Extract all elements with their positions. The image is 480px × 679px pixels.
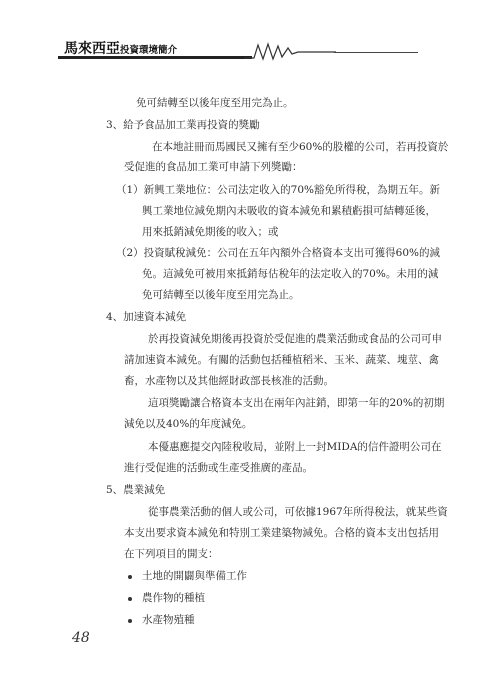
bullet-icon <box>128 619 132 623</box>
section-heading: 4、加速資本減免 <box>106 311 187 323</box>
section-heading: 3、給予食品加工業再投資的獎勵 <box>106 119 260 131</box>
text-line: 本優惠應提交內陸稅收局，並附上一封MIDA的信件證明公司在 <box>148 441 442 453</box>
header-title-sub: 投資環境簡介 <box>120 45 178 56</box>
text-line: 從事農業活動的個人或公司，可依據1967年所得稅法，就某些資 <box>148 506 448 518</box>
text-line: 在本地註冊而馬國民又擁有至少60%的股權的公司，若再投資於 <box>152 141 449 153</box>
text-line: 用來抵銷減免期後的收入；或 <box>142 226 279 238</box>
text-line: 免可結轉至以後年度至用完為止。 <box>142 289 300 301</box>
list-item: 農作物的種植 <box>142 592 205 604</box>
text-line: 免。這減免可被用來抵銷每估稅年的法定收入的70%。未用的減 <box>142 268 439 280</box>
page-number: 48 <box>72 630 90 646</box>
text-line: 進行受促進的活動或生產受推廣的產品。 <box>124 462 313 474</box>
bullet-icon <box>128 575 132 579</box>
text-line: （2）投資賦稅減免：公司在五年內額外合格資本支出可獲得60%的減 <box>116 247 441 259</box>
text-line: 免可結轉至以後年度至用完為止。 <box>136 97 294 109</box>
text-line: 這項獎勵讓合格資本支出在兩年內註銷，即第一年的20%的初期 <box>148 397 445 409</box>
text-line: 在下列項目的開支： <box>124 548 219 560</box>
page-header <box>58 40 418 60</box>
header-title-main: 馬來西亞 <box>64 41 120 57</box>
text-line: （1）新興工業地位：公司法定收入的70%豁免所得稅，為期五年。新 <box>116 184 441 196</box>
text-line: 興工業地位減免期內未吸收的資本減免和累積虧損可結轉延後， <box>142 205 436 217</box>
header-rule-right <box>334 52 418 53</box>
header-title <box>64 40 177 59</box>
list-item: 土地的開闢與準備工作 <box>142 570 247 582</box>
text-line: 畜，水產物以及其他經財政部長核准的活動。 <box>124 375 334 387</box>
section-heading: 5、農業減免 <box>106 484 166 496</box>
list-item: 水產物殖種 <box>142 614 195 626</box>
text-line: 於再投資減免期後再投資於受促進的農業活動或食品的公司可申 <box>148 333 442 345</box>
text-line: 請加速資本減免。有關的活動包括種植稻米、玉米、蔬菜、塊莖、禽 <box>124 354 439 366</box>
heartbeat-wave-icon <box>244 42 336 62</box>
text-line: 本支出要求資本減免和特別工業建築物減免。合格的資本支出包括用 <box>124 527 439 539</box>
text-line: 受促進的食品加工業可申請下列獎勵： <box>124 161 303 173</box>
text-line: 減免以及40%的年度減免。 <box>124 418 253 430</box>
bullet-icon <box>128 597 132 601</box>
